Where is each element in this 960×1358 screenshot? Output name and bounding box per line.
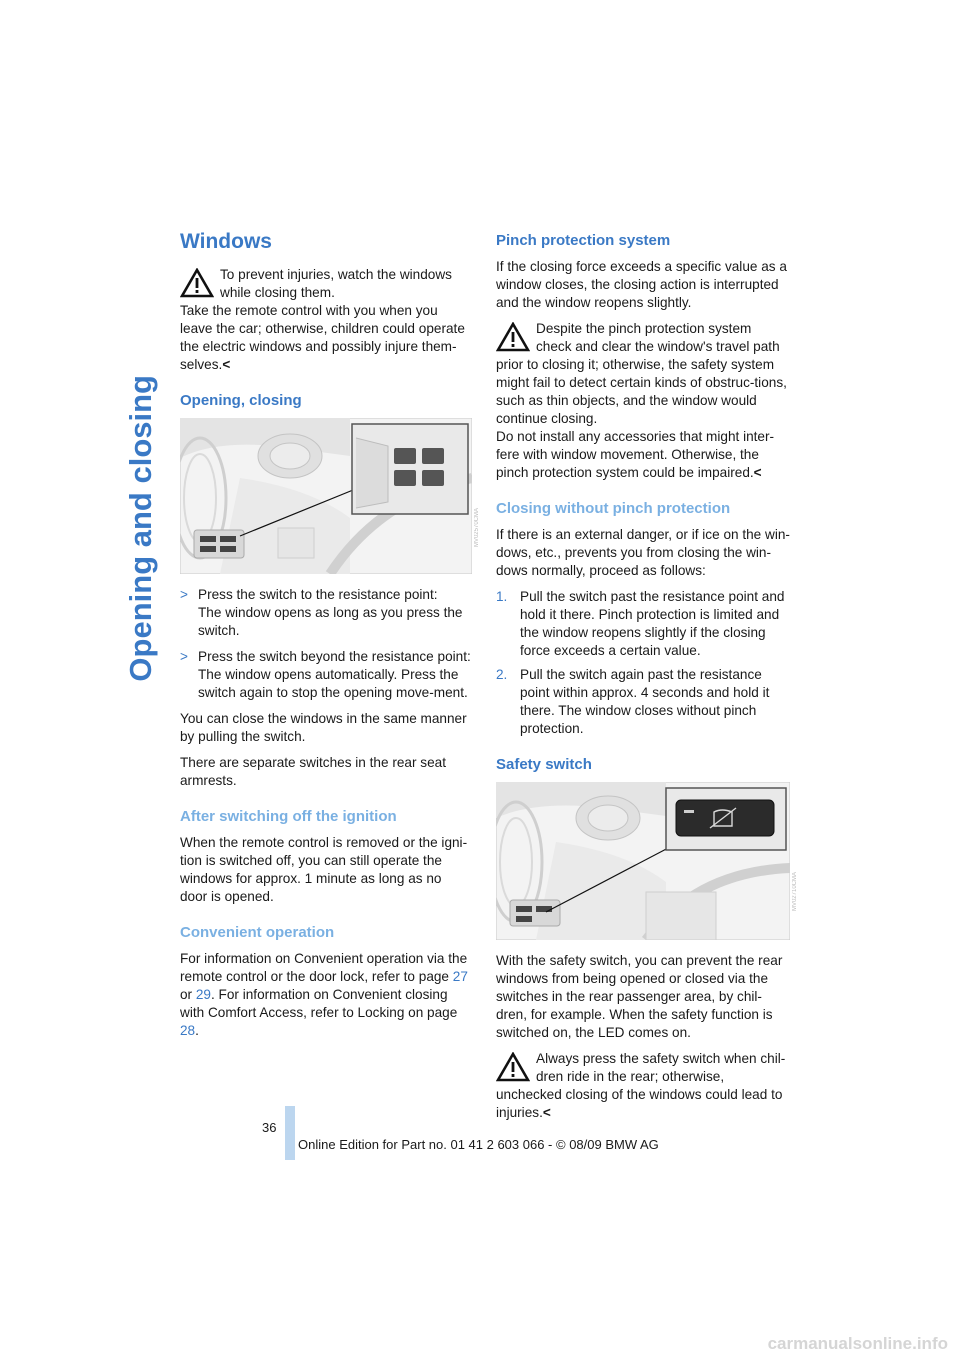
window-switch-figure bbox=[180, 418, 480, 574]
closing-without-para: If there is an external danger, or if ice on the win-dows, etc., prevents you from closing the win-dows normally, proceed as follows: bbox=[496, 527, 790, 578]
windows-warning-para: Take the remote control with you when you leave the car; otherwise, children could operate the electric windows and possibly injure them-selves. bbox=[180, 303, 465, 372]
convenient-text4: . bbox=[195, 1023, 199, 1038]
convenient-text3: . For information on Convenient closing with Comfort Access, refer to Locking on page bbox=[180, 987, 458, 1020]
footer-accent-bar bbox=[285, 1106, 295, 1160]
safety-switch-illustration bbox=[496, 782, 790, 940]
closing-without-heading: Closing without pinch protection bbox=[496, 500, 731, 517]
end-mark: < bbox=[222, 357, 231, 372]
page-number: 36 bbox=[262, 1120, 277, 1135]
bullet2-line1: Press the switch beyond the resistance point: bbox=[198, 649, 471, 664]
step-number: 2. bbox=[496, 667, 508, 682]
safety-warning-text: Always press the safety switch when chil-dren ride in the rear; otherwise, unchecked closing of the windows could lead to injuries. bbox=[496, 1051, 786, 1120]
safety-switch-heading: Safety switch bbox=[496, 756, 592, 773]
list-item bbox=[180, 648, 472, 702]
chapter-side-title-text: Opening and closing bbox=[123, 374, 158, 682]
bullet-mark: > bbox=[180, 649, 188, 664]
end-mark: < bbox=[542, 1105, 551, 1120]
safety-switch-para: With the safety switch, you can prevent the rear windows from being opened or closed via the switches in the rear passenger area, by chil-dren, for example. When the safety function is switched on, the LED comes on. bbox=[496, 953, 783, 1040]
bullet2-line2: The window opens automatically. Press the switch again to stop the opening move-ment. bbox=[198, 667, 468, 700]
pinch-warning bbox=[496, 320, 790, 482]
list-item bbox=[496, 666, 790, 738]
opening-closing-heading: Opening, closing bbox=[180, 392, 302, 409]
pinch-heading: Pinch protection system bbox=[496, 232, 671, 249]
footer-edition-text: Online Edition for Part no. 01 41 2 603 066 - © 08/09 BMW AG bbox=[298, 1137, 659, 1152]
list-item bbox=[180, 586, 472, 640]
step2-text: Pull the switch again past the resistance point within approx. 4 seconds and hold it there. The window closes without pinch protection. bbox=[520, 667, 770, 736]
warning-triangle-icon bbox=[180, 268, 214, 298]
pinch-warning-cont: Do not install any accessories that might inter-fere with window movement. Otherwise, the pinch protection system could be impaired. bbox=[496, 429, 775, 480]
figure-code: MV02570CMA bbox=[474, 508, 480, 548]
convenient-text1: For information on Convenient operation via the remote control or the door lock, refer to page bbox=[180, 951, 468, 984]
bullet1-line2: The window opens as long as you press the switch. bbox=[198, 605, 463, 638]
opening-para2: There are separate switches in the rear seat armrests. bbox=[180, 755, 446, 788]
warning-triangle-icon bbox=[496, 322, 530, 352]
left-column bbox=[180, 226, 480, 1048]
closing-steps-list bbox=[496, 588, 790, 738]
after-ignition-heading: After switching off the ignition bbox=[180, 808, 397, 825]
safety-switch-figure bbox=[496, 782, 798, 940]
list-item bbox=[496, 588, 790, 660]
chapter-side-title bbox=[118, 230, 164, 826]
opening-bullet-list bbox=[180, 586, 472, 702]
pinch-para: If the closing force exceeds a specific value as a window closes, the closing action is interrupted and the window reopens slightly. bbox=[496, 259, 787, 310]
step1-text: Pull the switch past the resistance point and hold it there. Pinch protection is limited and the window reopens slightly if the closing force exceeds a certain value. bbox=[520, 589, 785, 658]
step-number: 1. bbox=[496, 589, 508, 604]
safety-warning bbox=[496, 1050, 790, 1122]
windows-warning bbox=[180, 266, 472, 374]
page-link-28[interactable]: 28 bbox=[180, 1023, 196, 1038]
bullet-mark: > bbox=[180, 587, 188, 602]
windows-heading: Windows bbox=[180, 230, 272, 253]
convenient-text2: or bbox=[180, 987, 196, 1002]
opening-para1: You can close the windows in the same manner by pulling the switch. bbox=[180, 711, 467, 744]
end-mark: < bbox=[753, 465, 762, 480]
watermark: carmanualsonline.info bbox=[767, 1334, 948, 1353]
right-column bbox=[496, 226, 798, 1130]
after-ignition-para: When the remote control is removed or the igni-tion is switched off, you can still operate the windows for approx. 1 minute as long as no door is opened. bbox=[180, 835, 468, 904]
pinch-warning-text: Despite the pinch protection system check and clear the window's travel path prior to closing it; otherwise, the safety system might fail to detect certain kinds of obstruc-tions, such as thin objects, and the window would continue closing. bbox=[496, 321, 787, 426]
windows-warning-text: To prevent injuries, watch the windows while closing them. bbox=[220, 267, 452, 300]
figure-code: MV02710CMA bbox=[792, 872, 798, 912]
warning-triangle-icon bbox=[496, 1052, 530, 1082]
page-link-27[interactable]: 27 bbox=[452, 969, 468, 984]
page-link-29[interactable]: 29 bbox=[195, 987, 211, 1002]
convenient-para bbox=[180, 950, 472, 1040]
window-switch-illustration bbox=[180, 418, 472, 574]
convenient-heading: Convenient operation bbox=[180, 924, 335, 941]
bullet1-line1: Press the switch to the resistance point: bbox=[198, 587, 438, 602]
